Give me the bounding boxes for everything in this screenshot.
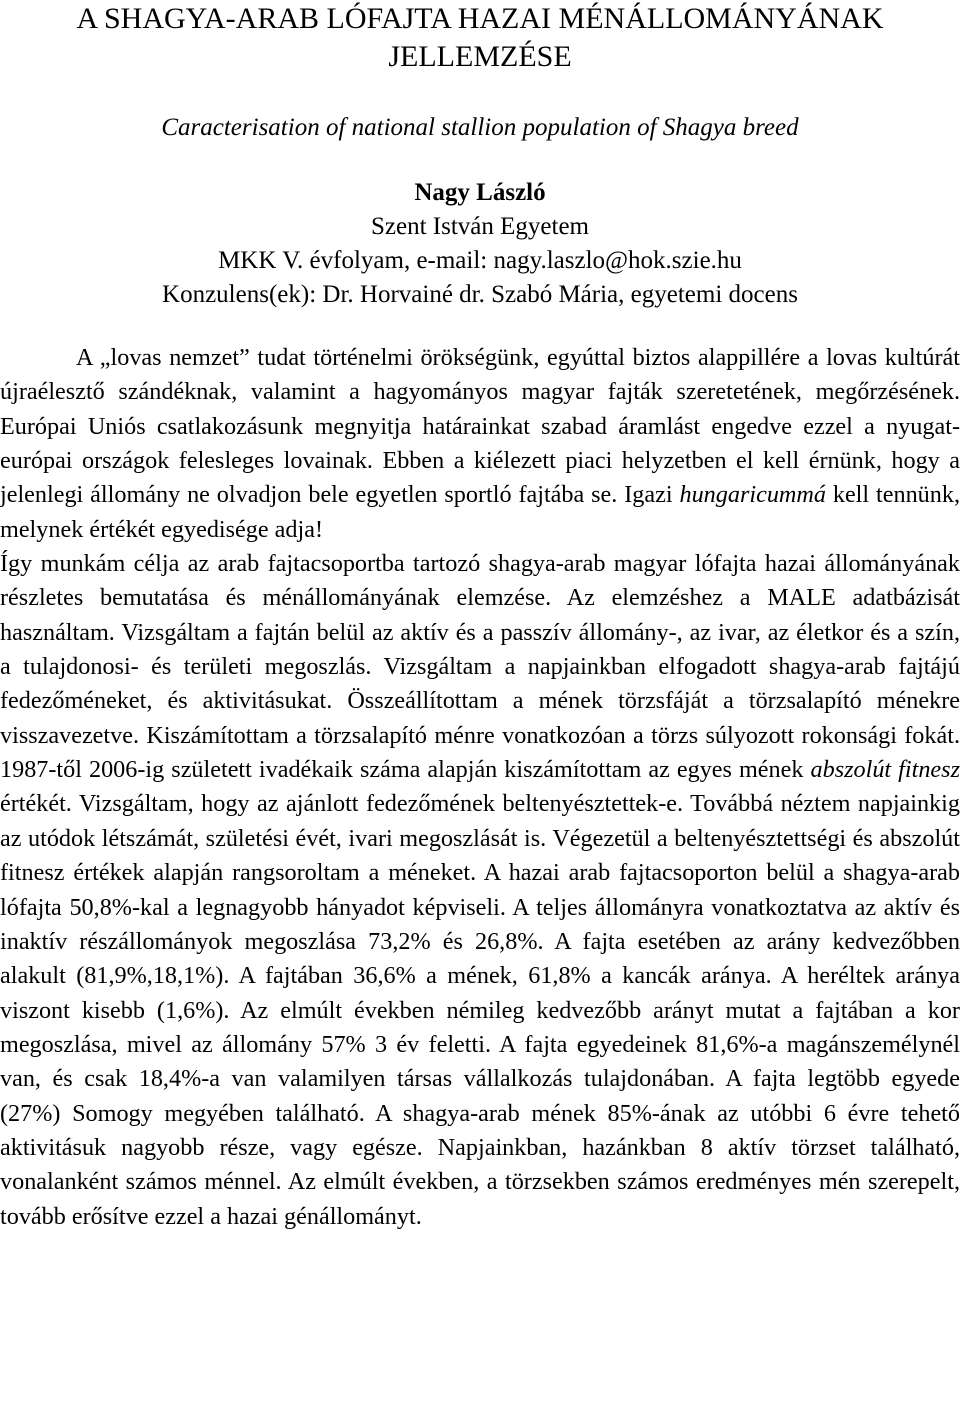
advisor: Konzulens(ek): Dr. Horvainé dr. Szabó Mária, egyetemi docens [162,281,798,308]
english-subtitle: Caracterisation of national stallion population of Shagya breed [161,114,799,141]
p2-text-b: értékét. Vizsgáltam, hogy az ajánlott fedezőmének beltenyésztettek-e. Továbbá néztem napjainkig az utódok létszámát, születési évét, ivari megoszlását is. Végezetül a beltenyésztettségi és abszolút fitnesz értékek alapján rangsoroltam a méneket. A hazai arab fajtacsoporton belül a shagya-arab lófajta 50,8%-kal a legnagyobb hányadot képviseli. A teljes állományra vonatkoztatva az aktív és inaktív részállományok megoszlása 73,2% és 26,8%. A fajta esetében az arány kedvezőbben alakult (81,9%,18,1%). A fajtában 36,6% a mének, 61,8% a kancák aránya. A heréltek aránya viszont kisebb (1,6%). Az elmúlt években némileg kedvezőbb arányt mutat a fajtában a kor megoszlása, mivel az állomány 57% 3 év feletti. A fajta egyedeinek 81,6%-a magánszemélynél van, és csak 18,4%-a van valamilyen társas vállalkozás tulajdonában. A fajta legtöbb egyede (27%) Somogy megyében található. A shagya-arab mének 85%-ának az utóbbi 6 évre tehető aktivitásuk nagyobb része, vagy egésze. Napjainkban, hazánkban 8 aktív törzset található, vonalanként számos ménnel. Az elmúlt években, a törzsekben számos eredményes mén szerepelt, tovább erősítve ezzel a hazai génállományt. [0,790,960,1230]
title-line-2: JELLEMZÉSE [388,40,572,73]
title-line-1: A SHAGYA-ARAB LÓFAJTA HAZAI MÉNÁLLOMÁNYÁNAK [76,2,884,35]
course-and-email: MKK V. évfolyam, e-mail: nagy.laszlo@hok.szie.hu [218,247,742,274]
p2-italic-term: abszolút fitnesz [810,756,960,784]
abstract-paragraph-1 [0,341,960,547]
p1-italic-term: hungaricummá [679,481,826,509]
abstract-paragraph-2 [0,547,960,1234]
institution: Szent István Egyetem [371,213,589,240]
p1-text-a: A „lovas nemzet” tudat történelmi örökségünk, egyúttal biztos alappillére a lovas kultúrát újraélesztő szándéknak, valamint a hagyományos magyar fajták szeretetének, megőrzésének. Európai Uniós csatlakozásunk megnyitja határainkat szabad áramlást engedve ezzel a nyugat-európai országok felesleges lovainak. Ebben a kiélezett piaci helyzetben el kell érnünk, hogy a jelenlegi állomány ne olvadjon bele egyetlen sportló fajtába se. Igazi [0,344,960,509]
abstract-body [0,341,960,1234]
author-name: Nagy László [414,179,546,206]
paper-title [0,0,960,76]
p2-text-a: Így munkám célja az arab fajtacsoportba tartozó shagya-arab magyar lófajta hazai állományának részletes bemutatása és ménállományának elemzése. Az elemzéshez a MALE adatbázisát használtam. Vizsgáltam a fajtán belül az aktív és a passzív állomány-, az ivar, az életkor és a szín, a tulajdonosi- és területi megoszlás. Vizsgáltam a napjainkban elfogadott shagya-arab fajtájú fedezőméneket, és aktivitásukat. Összeállítottam a mének törzsfáját a törzsalapító ménekre visszavezetve. Kiszámítottam a törzsalapító ménre vonatkozóan a törzs súlyozott rokonsági fokát. 1987-től 2006-ig született ivadékaik száma alapján kiszámítottam az egyes mének [0,550,960,784]
p1-text-b: kell tennünk, melynek értékét egyedisége adja! [0,481,960,543]
author-block [0,176,960,312]
